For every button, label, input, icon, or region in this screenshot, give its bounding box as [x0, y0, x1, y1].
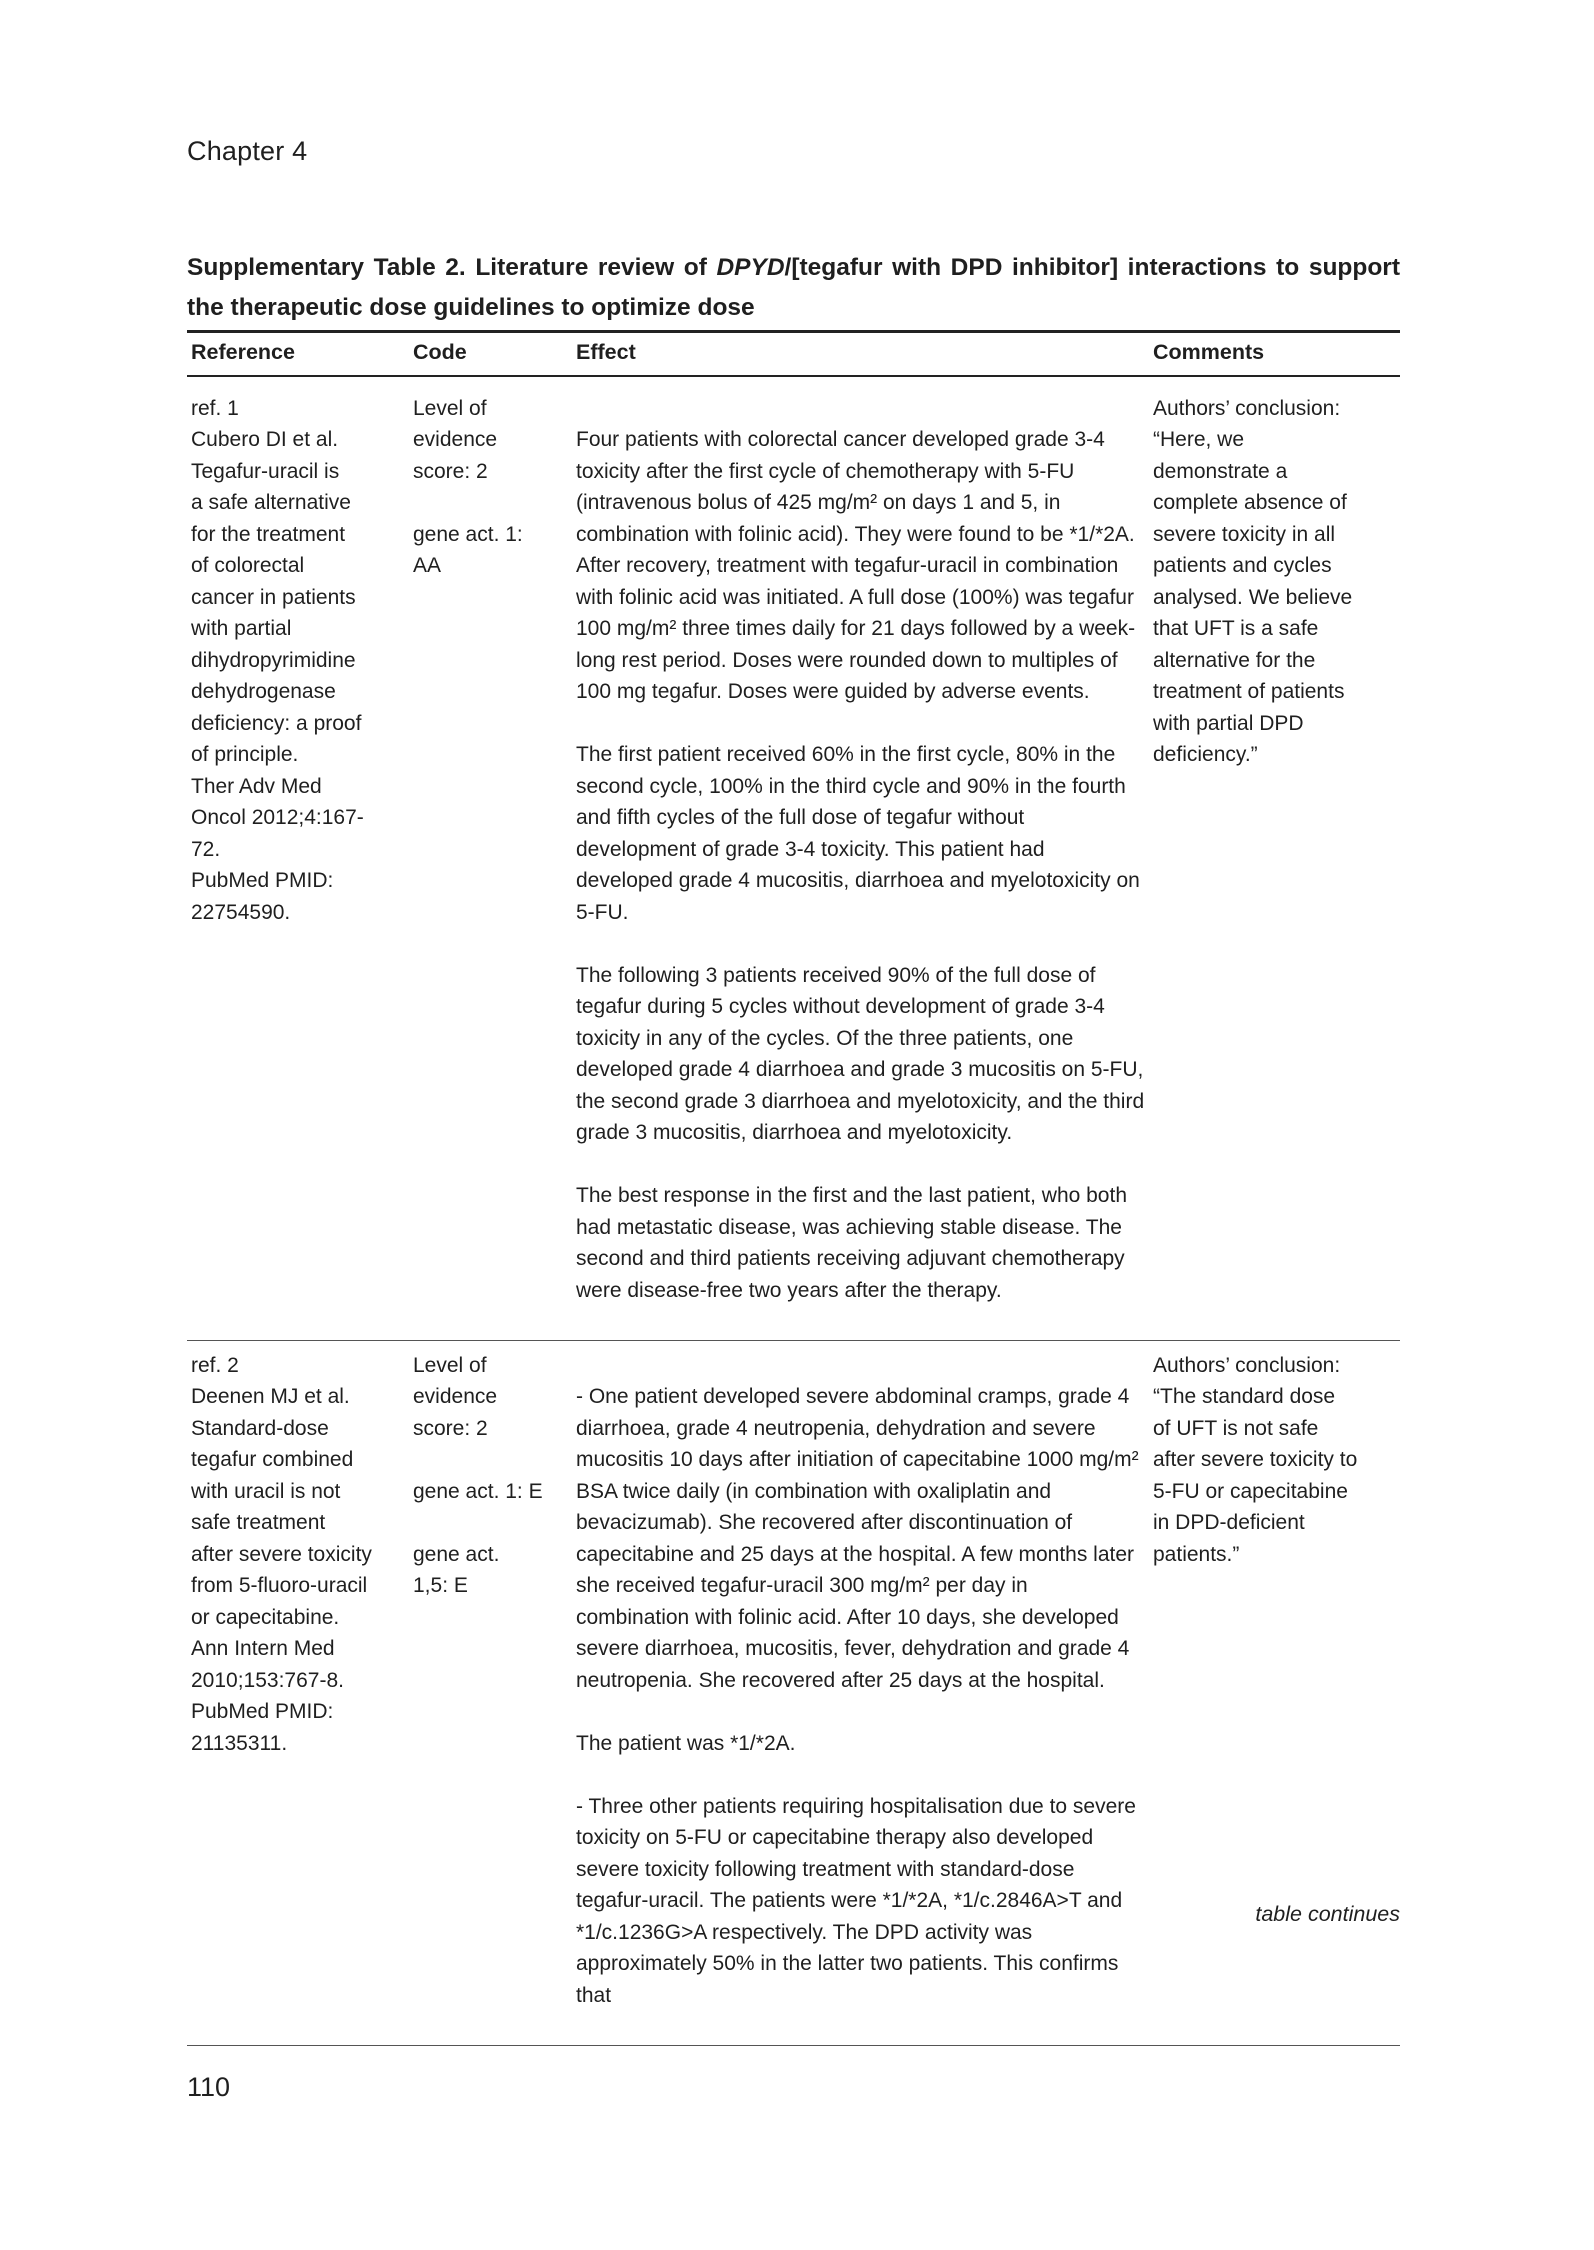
table-continues-note: table continues [1255, 1902, 1400, 1926]
table-row [187, 376, 1400, 1341]
table-row [187, 1340, 1400, 2045]
effect-paragraph: The first patient received 60% in the first cycle, 80% in the second cycle, 100% in the third cycle and 90% in the fourth and fifth cycles of the full dose of tegafur without development of grade 3-4 toxicity. This patient had developed grade 4 mucositis, diarrhoea and myelotoxicity on 5-FU. [576, 743, 1140, 924]
code-cell: Level of evidence score: 2 gene act. 1: E gene act. 1,5: E [413, 1353, 543, 1597]
caption-gene: DPYD [716, 254, 785, 281]
effect-paragraph: The patient was *1/*2A. [576, 1731, 796, 1755]
code-cell: Level of evidence score: 2 gene act. 1: AA [413, 396, 523, 577]
comments-cell: Authors’ conclusion: “Here, we demonstrate a complete absence of severe toxicity in all patients and cycles analysed. We believe that UFT is a safe alternative for the treatment of patients with partial DPD deficiency.” [1153, 396, 1353, 766]
column-header-comments: Comments [1153, 340, 1265, 364]
table-header-row [187, 332, 1400, 376]
literature-review-table [187, 330, 1400, 2046]
reference-cell: ref. 1 Cubero DI et al. Tegafur-uracil is a safe alternative for the treatment of colorectal cancer in patients with partial dihydropyrimidine dehydrogenase deficiency: a proof of principle. Ther Adv Med Oncol 2012;4:167- 72. PubMed PMID: 22754590. [191, 396, 364, 924]
column-header-code: Code [413, 340, 467, 364]
effect-paragraph: - One patient developed severe abdominal cramps, grade 4 diarrhoea, grade 4 neutropenia, dehydration and severe mucositis 10 days after initiation of capecitabine 1000 mg/m² BSA twice daily (in combination with oxaliplatin and bevacizumab). She recovered after discontinuation of capecitabine and 25 days at the hospital. A few months later she received tegafur-uracil 300 mg/m² per day in combination with folinic acid. After 10 days, she developed severe diarrhoea, mucositis, fever, dehydration and grade 4 neutropenia. She recovered after 25 days at the hospital. [576, 1385, 1139, 1692]
effect-paragraph: The best response in the first and the last patient, who both had metastatic disease, was achieving stable disease. The second and third patients receiving adjuvant chemotherapy were disease-free two years after the therapy. [576, 1184, 1128, 1302]
effect-cell [572, 376, 1149, 1341]
page-number: 110 [187, 2072, 231, 2102]
effect-paragraph: Four patients with colorectal cancer developed grade 3-4 toxicity after the first cycle of chemotherapy with 5-FU (intravenous bolus of 425 mg/m² on days 1 and 5, in combination with folinic acid). They were found to be *1/*2A. After recovery, treatment with tegafur-uracil in combination with folinic acid was initiated. A full dose (100%) was tegafur 100 mg/m² three times daily for 21 days followed by a week-long rest period. Doses were rounded down to multiples of 100 mg tegafur. Doses were guided by adverse events. [576, 428, 1136, 703]
effect-cell [572, 1340, 1149, 2045]
table-caption [187, 248, 1400, 328]
effect-paragraph: The following 3 patients received 90% of the full dose of tegafur during 5 cycles without development of grade 3-4 toxicity in any of the cycles. Of the three patients, one developed grade 4 diarrhoea and grade 3 mucositis on 5-FU, the second grade 3 diarrhoea and myelotoxicity, and the third grade 3 mucositis, diarrhoea and myelotoxicity. [576, 963, 1145, 1144]
column-header-reference: Reference [191, 340, 295, 364]
column-header-effect: Effect [576, 340, 636, 364]
caption-suffix: /[tegafur with DPD inhibitor] interactions to support the therapeutic dose guidelines to optimize dose [187, 254, 1400, 321]
reference-cell: ref. 2 Deenen MJ et al. Standard-dose tegafur combined with uracil is not safe treatment after severe toxicity from 5-fluoro-uracil or capecitabine. Ann Intern Med 2010;153:767-8. PubMed PMID: 21135311. [191, 1353, 372, 1755]
effect-paragraph: - Three other patients requiring hospitalisation due to severe toxicity on 5-FU or capecitabine therapy also developed severe toxicity following treatment with standard-dose tegafur-uracil. The patients were *1/*2A, *1/c.2846A>T and *1/c.1236G>A respectively. The DPD activity was approximately 50% in the latter two patients. This confirms that [576, 1794, 1136, 2007]
chapter-heading: Chapter 4 [187, 136, 308, 166]
caption-prefix: Supplementary Table 2. Literature review of [187, 254, 717, 281]
comments-cell: Authors’ conclusion: “The standard dose of UFT is not safe after severe toxicity to 5-FU or capecitabine in DPD-deficient patients.” [1153, 1353, 1358, 1566]
